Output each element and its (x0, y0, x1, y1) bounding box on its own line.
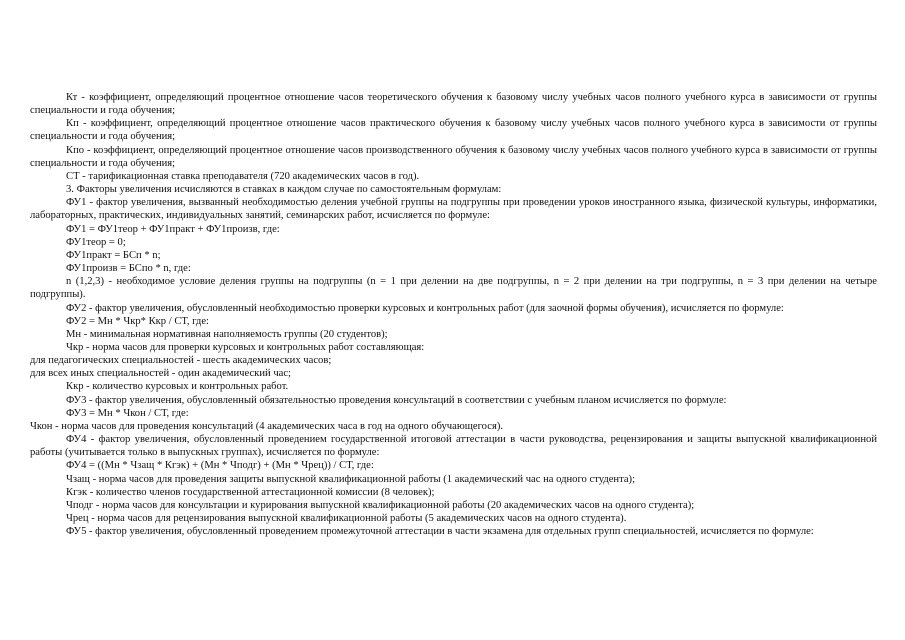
document-paragraph: ФУ1практ = БСп * n; (66, 249, 161, 261)
document-paragraph: ФУ1теор = 0; (66, 236, 126, 248)
document-paragraph: СТ - тарификационная ставка преподавателя (720 академических часов в год). (66, 170, 420, 182)
document-paragraph: Чзащ - норма часов для проведения защиты выпускной квалификационной работы (1 академический час на одного студента); (66, 473, 636, 485)
document-paragraph: ФУ4 - фактор увеличения, обусловленный проведением государственной итоговой аттестации в части руководства, рецензирования и защиты выпускной квалификационной работы (учитывается только в выпускных группах), исчисляется по формуле: (30, 434, 877, 459)
document-paragraph: Кпо - коэффициент, определяющий процентное отношение часов производственного обучения к базовому числу учебных часов полного учебного курса в зависимости от группы специальности и года обучения; (30, 144, 877, 169)
document-paragraph: Кп - коэффициент, определяющий процентное отношение часов практического обучения к базовому числу учебных часов полного учебного курса в зависимости от группы специальности и года обучения; (30, 118, 877, 143)
document-paragraph: Мн - минимальная нормативная наполняемость группы (20 студентов); (66, 328, 388, 340)
document-paragraph: Кт - коэффициент, определяющий процентное отношение часов теоретического обучения к базовому числу учебных часов полного учебного курса в зависимости от группы специальности и года обучения; (30, 92, 877, 117)
document-paragraph: 3. Факторы увеличения исчисляются в ставках в каждом случае по самостоятельным формулам: (66, 184, 502, 196)
document-paragraph: Чрец - норма часов для рецензирования выпускной квалификационной работы (5 академических часов на одного студента). (66, 513, 627, 524)
document-paragraph: ФУ1 = ФУ1теор + ФУ1практ + ФУ1произв, где: (66, 223, 280, 235)
document-paragraph: ФУ1 - фактор увеличения, вызванный необходимостью деления учебной группы на подгруппы при проведении уроков иностранного языка, физической культуры, информатики, лабораторных, практических, индивидуальных занятий, семинарских работ, исчисляется по формуле: (30, 197, 877, 222)
document-paragraph: Чкр - норма часов для проверки курсовых и контрольных работ составляющая: (66, 341, 425, 353)
document-paragraph: ФУ3 = Мн * Чкон / СТ, где: (66, 407, 189, 419)
document-paragraph: для педагогических специальностей - шесть академических часов; (30, 355, 332, 367)
document-paragraph: ФУ5 - фактор увеличения, обусловленный проведением промежуточной аттестации в части экзамена для отдельных групп специальностей, исчисляется по формуле: (66, 526, 814, 538)
document-paragraph: ФУ4 = ((Мн * Чзащ * Кгэк) + (Мн * Чподг) + (Мн * Чрец)) / СТ, где: (66, 460, 374, 472)
document-paragraph: Ккр - количество курсовых и контрольных работ. (66, 381, 289, 393)
document-paragraph: Чкон - норма часов для проведения консультаций (4 академических часа в год на одного обучающегося). (30, 420, 503, 432)
document-paragraph: для всех иных специальностей - один академический час; (30, 368, 291, 380)
document-paragraph: Кгэк - количество членов государственной аттестационной комиссии (8 человек); (66, 486, 435, 498)
document-paragraph: ФУ2 - фактор увеличения, обусловленный необходимостью проверки курсовых и контрольных работ (для заочной формы обучения), исчисляется по формуле: (66, 302, 784, 314)
document-paragraph: ФУ3 - фактор увеличения, обусловленный обязательностью проведения консультаций в соответствии с учебным планом исчисляется по формуле: (66, 394, 727, 406)
document-paragraph: n (1,2,3) - необходимое условие деления группы на подгруппы (n = 1 при делении на две подгруппы, n = 2 при делении на три подгруппы, n = 3 при делении на четыре подгруппы). (30, 276, 877, 301)
document-paragraph: Чподг - норма часов для консультации и курирования выпускной квалификационной работы (20 академических часов на одного студента); (66, 499, 695, 511)
document-paragraph: ФУ1произв = БСпо * n, где: (66, 263, 191, 275)
document-paragraph: ФУ2 = Мн * Чкр* Ккр / СТ, где: (66, 315, 209, 327)
